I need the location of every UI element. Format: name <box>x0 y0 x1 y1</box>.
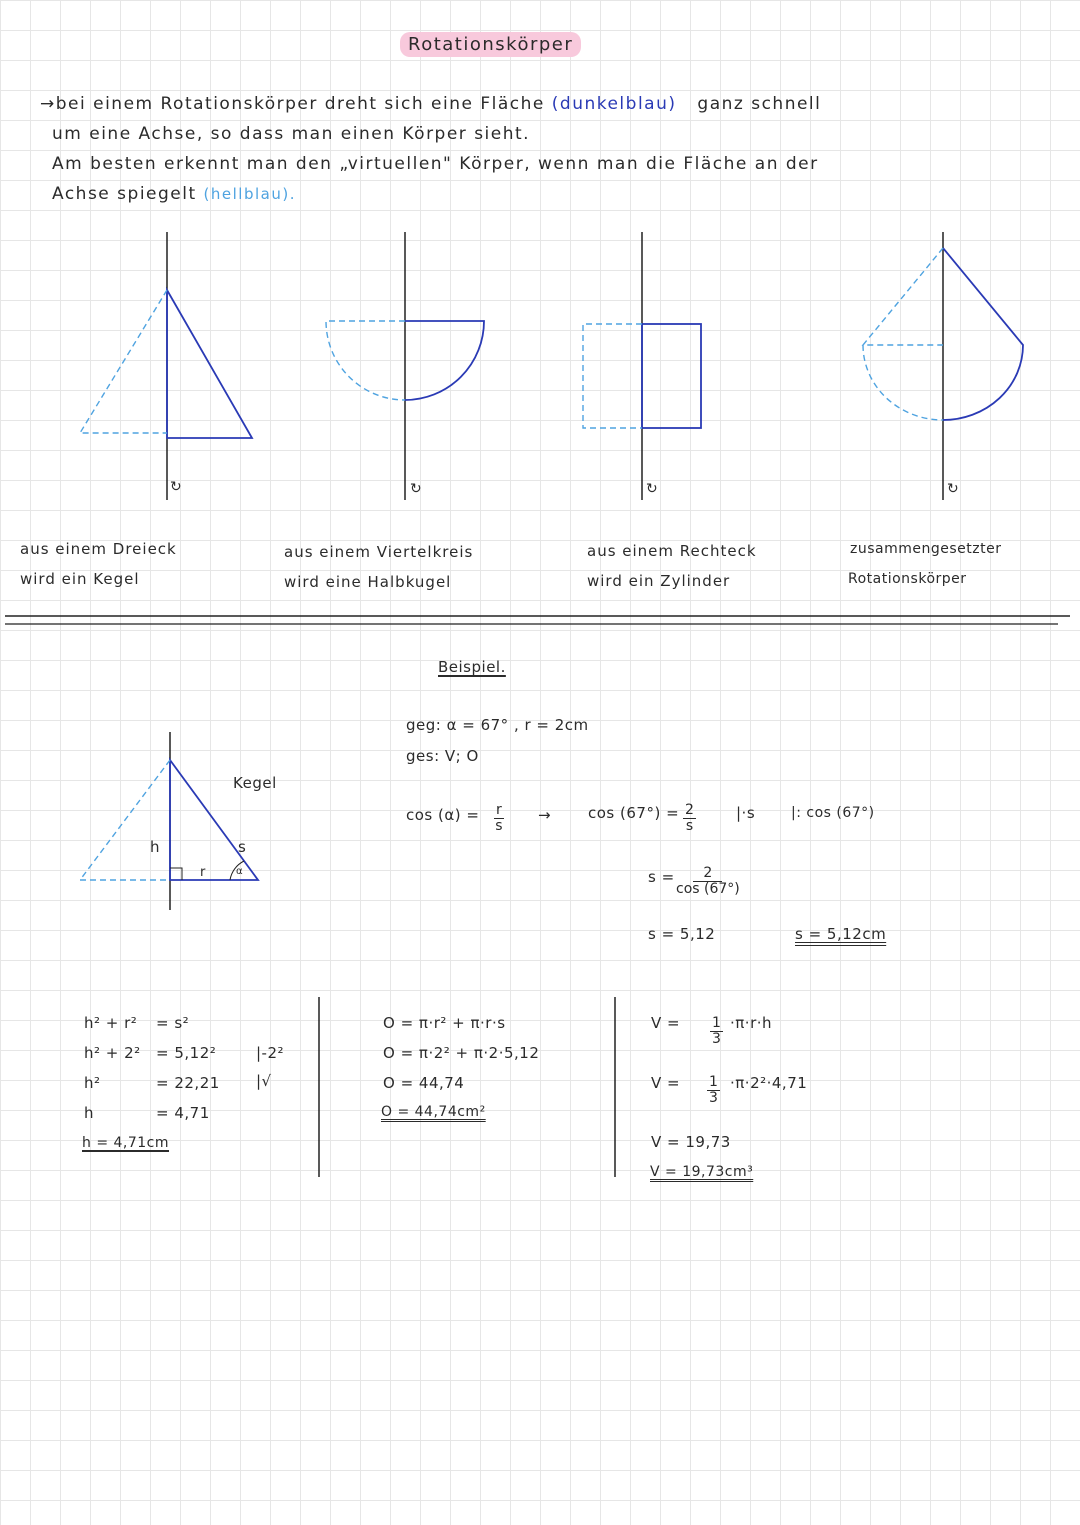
numerator: 2 <box>685 802 694 818</box>
composite-area <box>943 248 1023 420</box>
cone-mirror <box>80 760 170 880</box>
denominator: s <box>685 818 694 834</box>
arrow: → <box>538 806 552 824</box>
dark-blue-note: (dunkelblau) <box>551 94 677 114</box>
pyth-operation: |-2² <box>256 1044 285 1062</box>
pyth-left: h² <box>84 1074 101 1092</box>
page-title: Rotationskörper <box>400 32 581 57</box>
s-result: s = 5,12cm <box>795 925 887 943</box>
caption-line: wird eine Halbkugel <box>284 573 452 591</box>
intro-text: Achse spiegelt <box>52 184 197 204</box>
caption-line: wird ein Zylinder <box>587 572 731 590</box>
composite-figure <box>863 232 1023 500</box>
caption-line: Rotationskörper <box>848 571 967 587</box>
surface-step: O = 44,74 <box>383 1074 465 1092</box>
surface-step: O = π·2² + π·2·5,12 <box>383 1044 540 1062</box>
s-equation-fraction <box>676 866 740 897</box>
pyth-left: h <box>84 1104 95 1122</box>
rectangle-area <box>642 324 701 428</box>
figure-label-alpha: α <box>236 866 244 877</box>
example-cone-figure <box>80 732 258 910</box>
rectangle-mirror <box>583 324 642 428</box>
numerator: 2 <box>693 866 722 882</box>
volume-formula: ·π·2²·4,71 <box>730 1074 808 1092</box>
volume-result: V = 19,73cm³ <box>650 1164 754 1180</box>
operation-multiply: |·s <box>736 804 756 822</box>
pyth-operation: |√ <box>256 1072 272 1090</box>
volume-step-1: V = <box>651 1014 681 1032</box>
s-equation-2: s = 5,12 <box>648 925 716 943</box>
pyth-right: = 22,21 <box>156 1074 220 1092</box>
intro-text: →bei einem Rotationskörper dreht sich eine Fläche <box>40 94 545 114</box>
example-heading: Beispiel. <box>438 658 506 676</box>
caption-line: zusammengesetzter <box>850 541 1002 557</box>
figure-label-kegel: Kegel <box>233 774 277 792</box>
quarter-circle-mirror <box>326 321 405 400</box>
triangle-area <box>167 290 252 438</box>
pyth-left: h² + 2² <box>84 1044 141 1062</box>
caption-line: wird ein Kegel <box>20 570 140 588</box>
triangle-figure <box>80 232 252 500</box>
intro-text: ganz schnell <box>697 94 822 114</box>
volume-step-3: V = 19,73 <box>651 1133 731 1151</box>
figure-label-r: r <box>200 865 206 880</box>
rotation-icon: ↻ <box>947 481 961 497</box>
caption-line: aus einem Rechteck <box>587 542 757 560</box>
caption-line: aus einem Dreieck <box>20 540 177 558</box>
cos-value: cos (67°) = <box>588 804 680 822</box>
light-blue-note: (hellblau). <box>203 185 296 203</box>
intro-line-3: Am besten erkennt man den „virtuellen" Körper, wenn man die Fläche an der <box>52 154 819 174</box>
pyth-right: = 5,12² <box>156 1044 217 1062</box>
denominator: 3 <box>709 1090 718 1106</box>
pyth-right: = 4,71 <box>156 1104 210 1122</box>
quarter-circle-figure <box>326 232 484 500</box>
denominator: cos (67°) <box>676 881 740 897</box>
rotation-icon: ↻ <box>646 481 660 497</box>
numerator: 1 <box>712 1015 721 1031</box>
pyth-left: h² + r² <box>84 1014 138 1032</box>
numerator: r <box>496 802 502 818</box>
volume-formula: ·π·r·h <box>730 1014 773 1032</box>
cos-value-fraction <box>683 803 696 834</box>
composite-mirror <box>863 248 943 420</box>
given-values: geg: α = 67° , r = 2cm <box>406 716 589 734</box>
sought-values: ges: V; O <box>406 747 479 765</box>
numerator: 1 <box>709 1074 718 1090</box>
rotation-icon: ↻ <box>410 481 424 497</box>
figure-label-h: h <box>150 838 161 856</box>
triangle-mirror <box>80 290 167 433</box>
surface-result: O = 44,74cm² <box>381 1104 486 1120</box>
volume-step-2: V = <box>651 1074 681 1092</box>
volume-fraction <box>710 1016 723 1047</box>
right-angle-mark <box>170 868 182 880</box>
figure-label-s: s <box>238 838 247 856</box>
cos-definition-fraction <box>494 803 504 834</box>
intro-line-2: um eine Achse, so dass man einen Körper sieht. <box>52 124 531 144</box>
pyth-right: = s² <box>156 1014 190 1032</box>
denominator: 3 <box>712 1031 721 1047</box>
cos-definition: cos (α) = <box>406 806 480 824</box>
rectangle-figure <box>583 232 701 500</box>
h-result: h = 4,71cm <box>82 1135 170 1151</box>
caption-line: aus einem Viertelkreis <box>284 543 474 561</box>
s-equation-1: s = <box>648 868 675 886</box>
rotation-icon: ↻ <box>170 479 184 495</box>
operation-divide: |: cos (67°) <box>791 805 875 821</box>
surface-step: O = π·r² + π·r·s <box>383 1014 506 1032</box>
volume-fraction <box>707 1075 720 1106</box>
denominator: s <box>495 818 503 834</box>
quarter-circle-area <box>405 321 484 400</box>
